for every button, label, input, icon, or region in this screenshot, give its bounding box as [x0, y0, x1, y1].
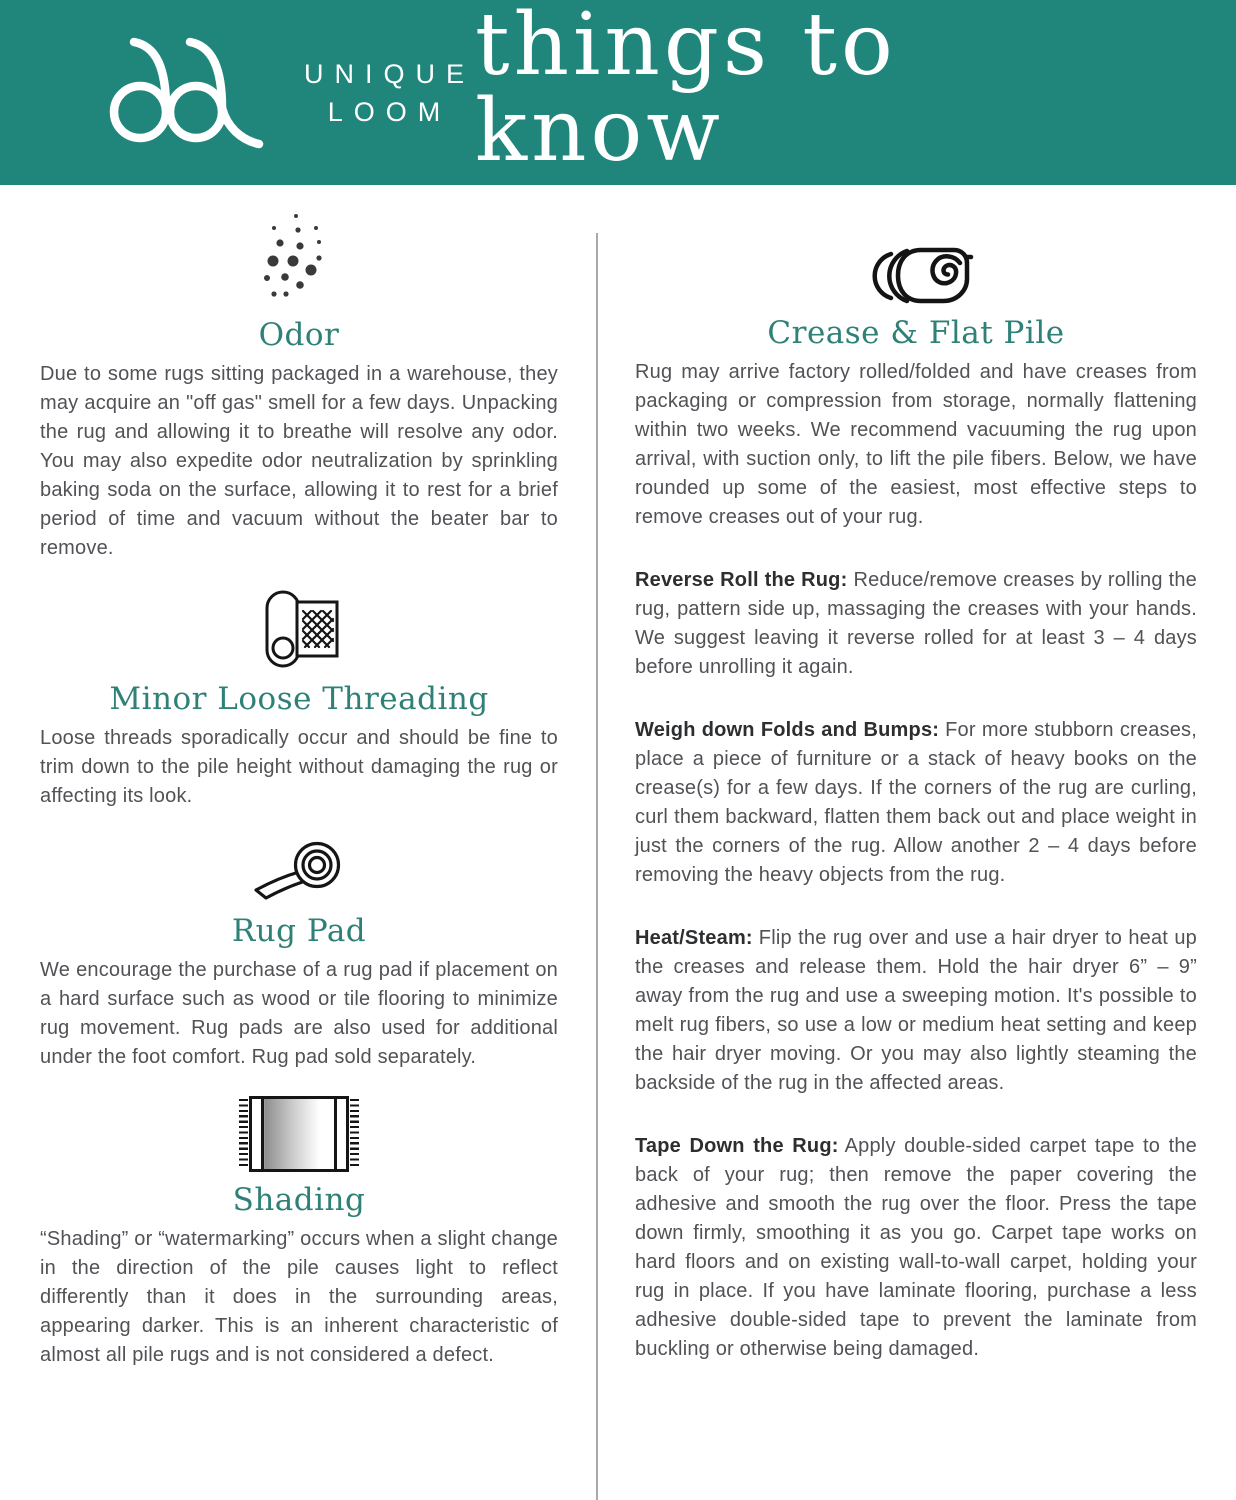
tip-text: Reduce/remove creases by rolling the rug, pattern side up, massaging the creases with your hands. We suggest leaving it reverse rolled for at least 3 – 4 days before unrolling it again.: [635, 569, 1197, 678]
section-heading: Odor: [258, 317, 340, 353]
section-minor-loose-threading: [40, 587, 558, 811]
section-odor: [40, 209, 558, 563]
section-body: We encourage the purchase of a rug pad if placement on a hard surface such as wood or tile flooring to minimize rug movement. Rug pads are also used for additional under the foot comfort. Rug pad sold separately.: [40, 959, 558, 1068]
fringed-rug-shading-icon: [239, 1096, 359, 1172]
tip-tape-down: [635, 1132, 1197, 1364]
page-title: things to know: [475, 0, 897, 181]
section-heading: Crease & Flat Pile: [767, 315, 1065, 351]
brand-line-1: UNIQUE: [304, 58, 476, 89]
right-column: [635, 185, 1197, 1370]
tip-label: Tape Down the Rug:: [635, 1135, 839, 1157]
brand-line-2: LOOM: [327, 96, 452, 127]
left-column: [40, 185, 558, 1370]
section-body: Loose threads sporadically occur and should be fine to trim down to the pile height without damaging the rug or affecting its look.: [40, 727, 558, 807]
unique-loom-logo-icon: [104, 34, 274, 152]
rolled-rug-side-icon: [857, 243, 975, 305]
odor-particles-icon: [252, 209, 347, 307]
section-crease-flat-pile: [635, 243, 1197, 1364]
section-body: Due to some rugs sitting packaged in a warehouse, they may acquire an "off gas" smell for a few days. Unpacking the rug and allowing it to breathe will resolve any odor. You may also expedite odor neutralization by sprinkling baking soda on the surface, allowing it to rest for a brief period of time and vacuum without the beater bar to remove.: [40, 363, 558, 559]
rolled-rug-corner-icon: [255, 587, 343, 671]
rug-pad-roll-icon: [251, 835, 347, 903]
column-divider: [596, 233, 598, 1500]
section-body: “Shading” or “watermarking” occurs when a slight change in the direction of the pile causes light to reflect differently than it does in the surrounding areas, appearing darker. This is an inherent characteristic of almost all pile rugs and is not considered a defect.: [40, 1228, 558, 1366]
tip-text: Flip the rug over and use a hair dryer to heat up the creases and release them. Hold the hair dryer 6” – 9” away from the rug and use a sweeping motion. It's possible to melt rug fibers, so use a low or medium heat setting and keep the hair dryer moving. Or you may also lightly steaming the backside of the rug in the affected areas.: [635, 927, 1197, 1094]
tip-reverse-roll: [635, 566, 1197, 682]
section-heading: Rug Pad: [231, 913, 367, 949]
brand-name: [304, 55, 475, 131]
tip-heat-steam: [635, 924, 1197, 1098]
tip-label: Weigh down Folds and Bumps:: [635, 719, 940, 741]
section-shading: [40, 1096, 558, 1370]
header-banner: [0, 0, 1236, 185]
tip-text: Apply double-sided carpet tape to the back of your rug; then remove the paper covering the adhesive and smooth the rug over the floor. Press the tape down firmly, smoothing it as you go. Carpet tape works on hard floors and on existing wall-to-wall carpet, holding your rug in place. If you have laminate flooring, purchase a less adhesive double-sided tape to prevent the laminate from buckling or otherwise being damaged.: [635, 1135, 1197, 1360]
section-intro: Rug may arrive factory rolled/folded and have creases from packaging or compression from storage, normally flattening within two weeks. We recommend vacuuming the rug upon arrival, with suction only, to lift the pile fibers. Below, we have rounded up some of the easiest, most effective steps to remove creases out of your rug.: [635, 361, 1197, 528]
document-body: [0, 185, 1236, 1370]
section-heading: Shading: [232, 1182, 366, 1218]
brand: [104, 34, 475, 152]
tip-label: Heat/Steam:: [635, 927, 753, 949]
section-heading: Minor Loose Threading: [109, 681, 489, 717]
tip-text: For more stubborn creases, place a piece of furniture or a stack of heavy books on the crease(s) for a few days. If the corners of the rug are curling, curl them backward, flatten them back out and place weight in just the corners of the rug. Allow another 2 – 4 days before removing the heavy objects from the rug.: [635, 719, 1197, 886]
section-rug-pad: [40, 835, 558, 1072]
tip-label: Reverse Roll the Rug:: [635, 569, 848, 591]
tip-weigh-down: [635, 716, 1197, 890]
